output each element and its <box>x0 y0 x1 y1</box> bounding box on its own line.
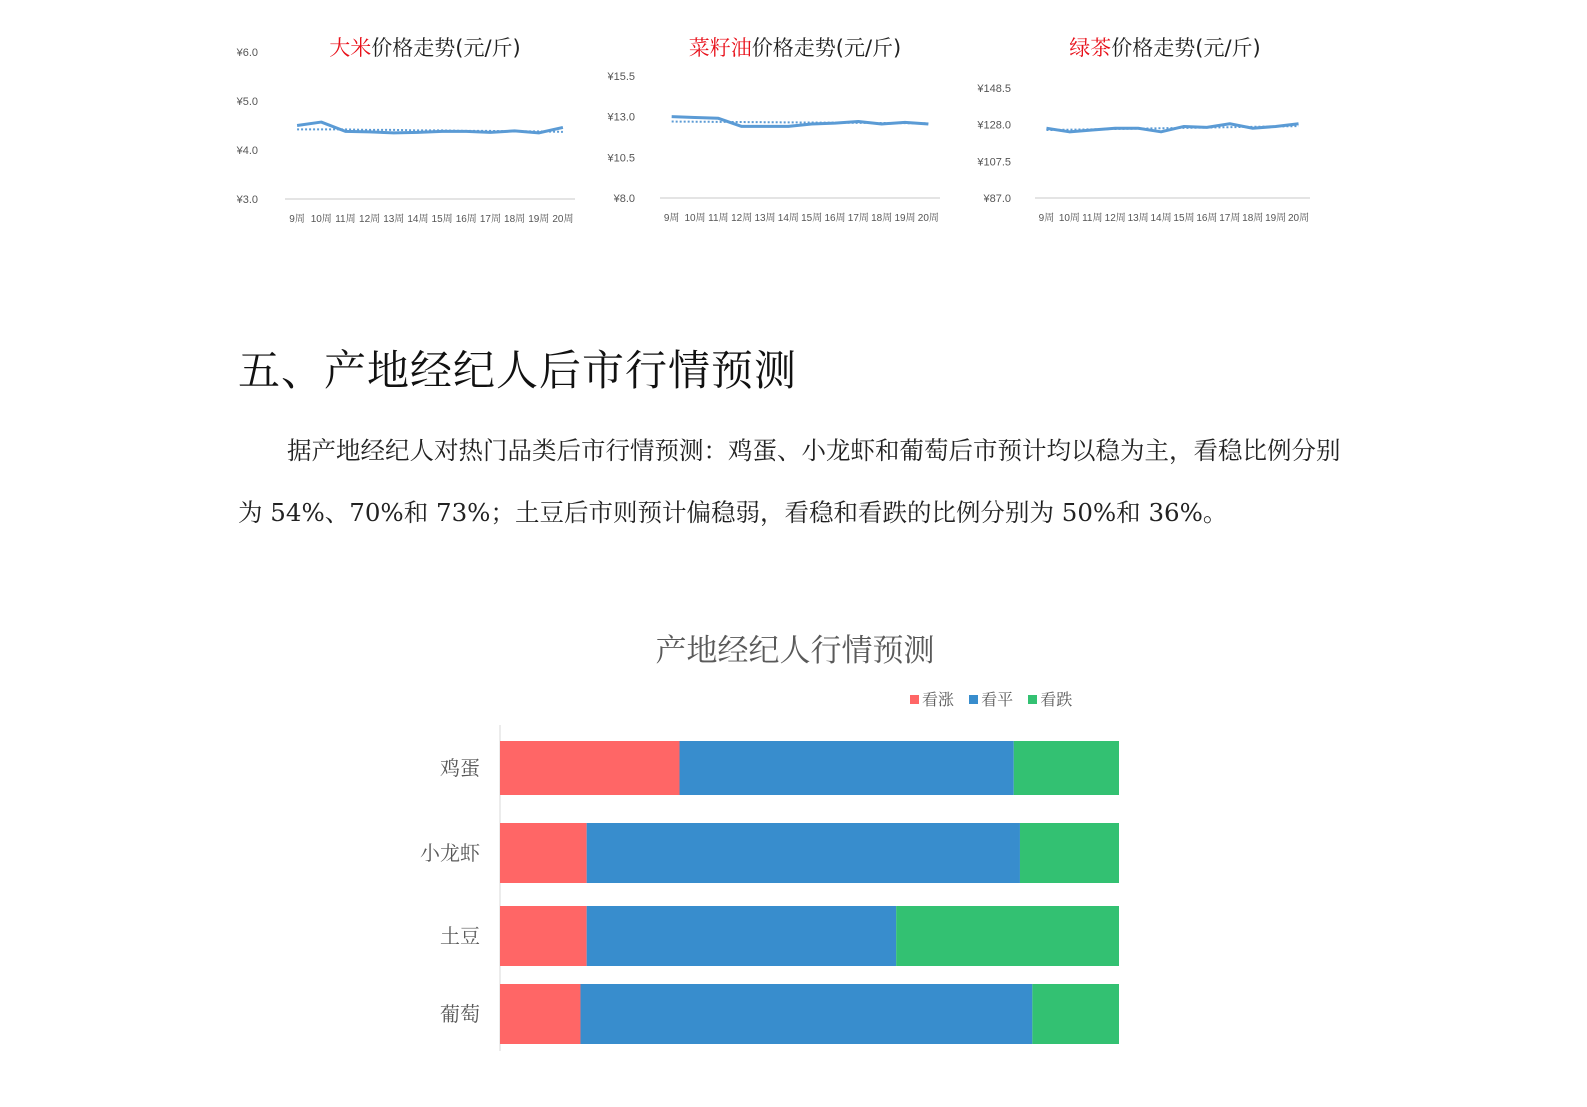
category-label: 葡萄 <box>440 1002 480 1026</box>
y-tick-label: ¥6.0 <box>236 47 258 59</box>
legend-label-down: 看跌 <box>1040 690 1073 709</box>
x-tick-label: 18周 <box>1242 213 1264 224</box>
y-tick-label: ¥148.5 <box>977 83 1011 95</box>
y-tick-label: ¥10.5 <box>607 152 635 165</box>
x-tick-label: 18周 <box>871 213 893 224</box>
x-tick-label: 9周 <box>663 213 680 224</box>
x-tick-label: 17周 <box>1219 213 1241 224</box>
bar-segment <box>1014 741 1119 795</box>
x-tick-label: 9周 <box>289 214 305 225</box>
x-tick-label: 10周 <box>684 213 706 224</box>
x-tick-label: 16周 <box>455 214 477 225</box>
tea-chart-plot <box>965 0 1365 260</box>
x-tick-label: 17周 <box>479 214 501 225</box>
x-tick-label: 13周 <box>754 213 776 224</box>
oil-chart-plot <box>595 0 995 260</box>
bar-segment <box>1020 823 1119 883</box>
x-tick-label: 16周 <box>824 213 846 224</box>
x-tick-label: 18周 <box>504 214 526 225</box>
category-label: 土豆 <box>440 924 480 948</box>
y-tick-label: ¥5.0 <box>236 96 258 108</box>
x-tick-label: 10周 <box>310 214 332 225</box>
forecast-paragraph: 据产地经纪人对热门品类后市行情预测：鸡蛋、小龙虾和葡萄后市预计均以稳为主，看稳比例分别为 54%、70%和 73%；土豆后市则预计偏稳弱，看稳和看跌的比例分别为 50%和 36%。 <box>238 436 1341 527</box>
bar-segment <box>500 741 680 795</box>
forecast-bar-chart <box>395 615 1195 1085</box>
x-tick-label: 12周 <box>359 214 381 225</box>
bar-segment <box>680 741 1014 795</box>
x-tick-label: 15周 <box>801 213 823 224</box>
x-tick-label: 9周 <box>1038 213 1055 224</box>
x-tick-label: 16周 <box>1196 213 1218 224</box>
y-tick-label: ¥107.5 <box>977 156 1011 169</box>
category-label: 小龙虾 <box>420 841 480 865</box>
tea-title-rest: 价格走势(元/斤) <box>1111 36 1261 60</box>
rice-title-highlight: 大米 <box>329 36 372 60</box>
x-tick-label: 14周 <box>777 213 799 224</box>
rice-title-rest: 价格走势(元/斤) <box>371 36 521 60</box>
rice-price-chart <box>225 0 625 260</box>
bar-segment <box>896 906 1119 966</box>
tea-title-highlight: 绿茶 <box>1069 36 1112 60</box>
y-tick-label: ¥4.0 <box>236 145 258 157</box>
x-tick-label: 13周 <box>1127 213 1149 224</box>
x-tick-label: 10周 <box>1058 213 1080 224</box>
section-heading: 五、产地经纪人后市行情预测 <box>238 346 798 395</box>
y-tick-label: ¥8.0 <box>613 193 635 205</box>
y-tick-label: ¥13.0 <box>607 111 635 124</box>
x-tick-label: 19周 <box>894 213 916 224</box>
x-tick-label: 11周 <box>708 213 729 224</box>
x-tick-label: 20周 <box>552 214 574 225</box>
y-tick-label: ¥3.0 <box>236 194 258 206</box>
oil-title-rest: 价格走势(元/斤) <box>751 36 902 60</box>
x-tick-label: 12周 <box>731 213 753 224</box>
x-tick-label: 19周 <box>528 214 550 225</box>
bar-segment <box>1032 984 1119 1044</box>
x-tick-label: 15周 <box>1173 213 1195 224</box>
legend-label-flat: 看平 <box>981 690 1014 709</box>
x-tick-label: 14周 <box>1150 213 1172 224</box>
y-tick-label: ¥87.0 <box>983 193 1011 205</box>
forecast-bar-plot <box>395 615 1195 1085</box>
y-tick-label: ¥15.5 <box>607 71 635 83</box>
x-tick-label: 14周 <box>407 214 429 225</box>
green-tea-price-chart <box>965 0 1365 260</box>
legend-label-up: 看涨 <box>922 690 955 709</box>
rice-chart-plot <box>225 0 625 260</box>
x-tick-label: 11周 <box>335 214 356 225</box>
x-tick-label: 15周 <box>431 214 453 225</box>
y-tick-label: ¥128.0 <box>977 119 1011 132</box>
rapeseed-oil-price-chart <box>595 0 995 260</box>
bar-segment <box>500 906 587 966</box>
oil-title-highlight: 菜籽油 <box>688 36 752 60</box>
forecast-chart-title: 产地经纪人行情预测 <box>655 633 935 669</box>
bar-segment <box>500 823 587 883</box>
bar-segment <box>587 906 897 966</box>
x-tick-label: 19周 <box>1265 213 1287 224</box>
x-tick-label: 12周 <box>1104 213 1126 224</box>
x-tick-label: 20周 <box>917 213 939 224</box>
x-tick-label: 17周 <box>847 213 869 224</box>
bar-segment <box>580 984 1032 1044</box>
x-tick-label: 11周 <box>1082 213 1103 224</box>
price-line <box>1046 124 1298 132</box>
bar-segment <box>587 823 1020 883</box>
x-tick-label: 13周 <box>383 214 405 225</box>
bar-segment <box>500 984 580 1044</box>
x-tick-label: 20周 <box>1287 213 1310 224</box>
category-label: 鸡蛋 <box>440 756 480 780</box>
